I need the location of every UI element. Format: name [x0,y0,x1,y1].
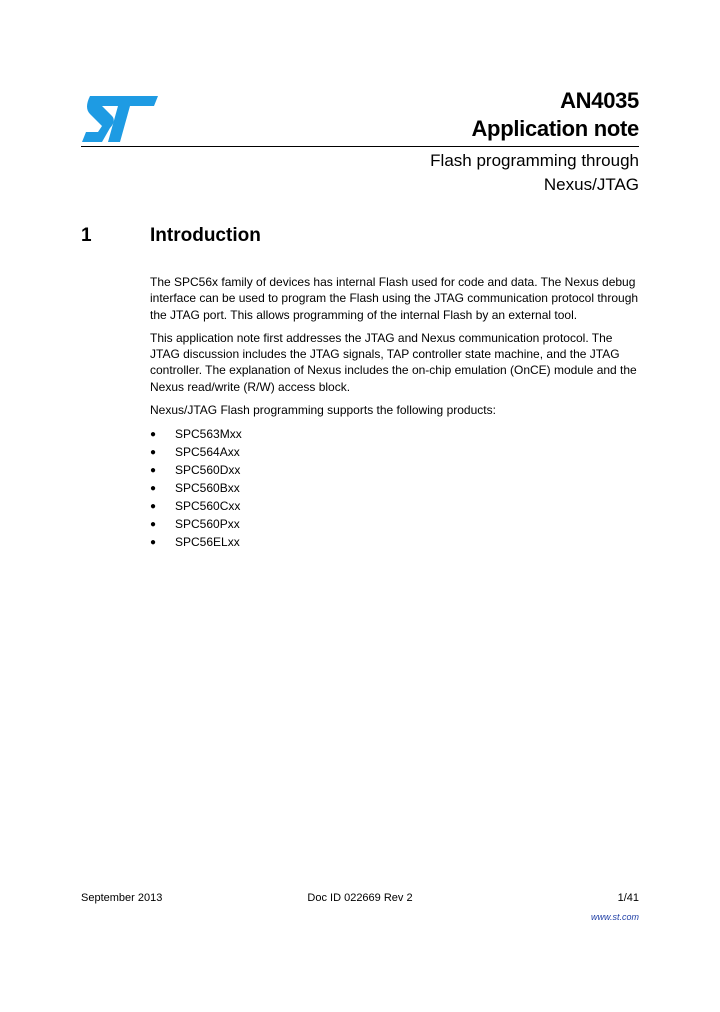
website-link[interactable]: www.st.com [590,912,639,922]
bullet-icon: ● [150,501,157,513]
list-item [150,461,640,479]
product-name: SPC560Cxx [175,499,241,514]
product-name: SPC560Dxx [175,463,241,478]
document-subtitle [239,149,639,197]
list-item [150,533,640,551]
bullet-icon: ● [150,429,157,441]
body-text [150,274,640,551]
subtitle-line-1: Flash programming through [430,151,639,170]
paragraph: Nexus/JTAG Flash programming supports the following products: [150,403,496,418]
list-item [150,479,640,497]
list-item [150,515,640,533]
list-item [150,443,640,461]
list-item [150,497,640,515]
product-list [150,425,640,551]
document-number: AN4035 [560,88,639,113]
bullet-icon: ● [150,537,157,549]
product-name: SPC560Pxx [175,517,240,532]
header-divider [81,146,639,147]
footer-doc-id: Doc ID 022669 Rev 2 [307,892,413,904]
bullet-icon: ● [150,483,157,495]
paragraph: The SPC56x family of devices has internal Flash used for code and data. The Nexus debug interface can be used to program the Flash using the JTAG communication protocol through the JTAG port. This allows programming of the internal Flash by an external tool. [150,275,639,322]
section-title: Introduction [150,225,261,246]
section-number: 1 [81,225,92,246]
product-name: SPC563Mxx [175,427,242,442]
bullet-icon: ● [150,447,157,459]
product-name: SPC560Bxx [175,481,240,496]
product-name: SPC564Axx [175,445,240,460]
list-item [150,425,640,443]
footer-date: September 2013 [81,892,163,904]
footer-page-number: 1/41 [617,892,639,904]
bullet-icon: ● [150,519,157,531]
bullet-icon: ● [150,465,157,477]
document-type: Application note [471,116,639,141]
product-name: SPC56ELxx [175,535,240,550]
st-logo-icon [82,96,158,142]
subtitle-line-2: Nexus/JTAG [543,175,639,194]
paragraph: This application note first addresses the JTAG and Nexus communication protocol. The JTAG discussion includes the JTAG signals, TAP controller state machine, and the JTAG controller. The explanation of Nexus includes the on-chip emulation (OnCE) module and the Nexus read/write (R/W) access block. [150,330,637,394]
